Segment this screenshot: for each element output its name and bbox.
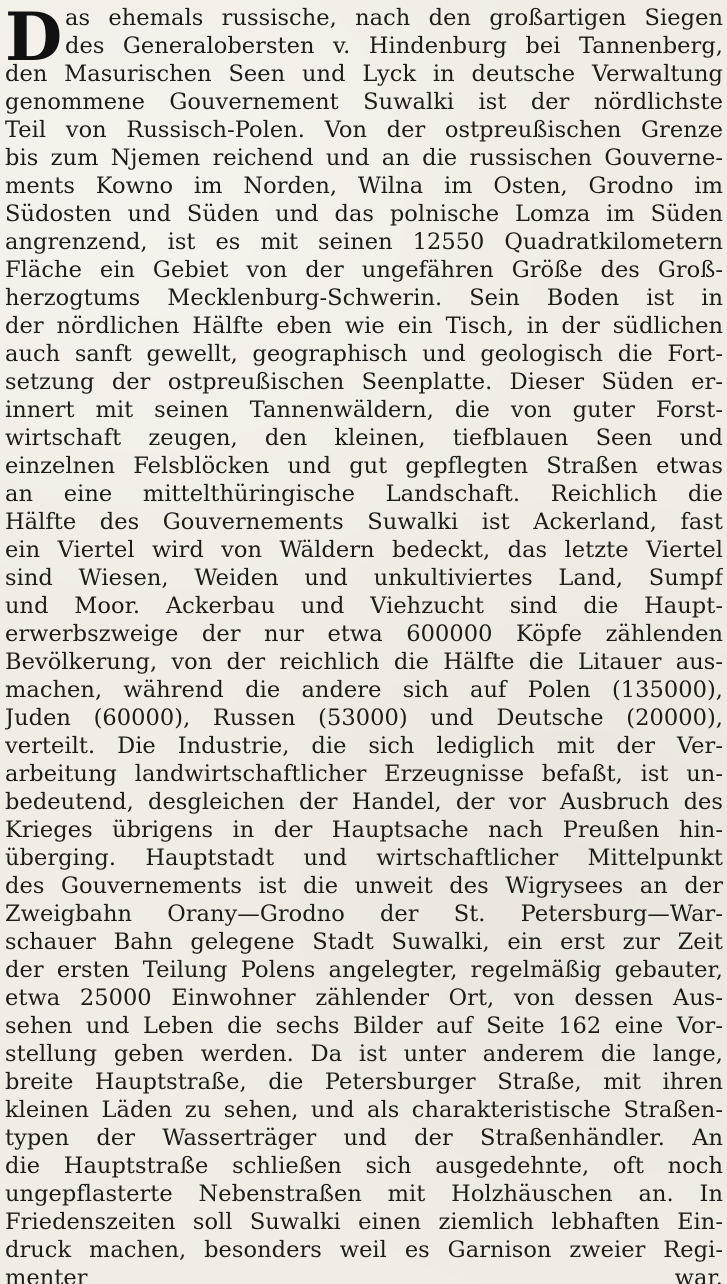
text-line-10: Fläche ein Gebiet von der ungefähren Größe des Groß- [5,257,723,283]
text-line-22: und Moor. Ackerbau und Viehzucht sind die Haupt- [5,593,723,619]
text-line-42: die Hauptstraße schließen sich ausgedehnte, oft noch [5,1153,723,1179]
text-line-09: angrenzend, ist es mit seinen 12550 Quadratkilometern [5,229,723,255]
text-line-29: bedeutend, desgleichen der Handel, der vor Ausbruch des [5,789,723,815]
text-line-17: einzelnen Felsblöcken und gut gepflegten Straßen etwas [5,453,723,479]
text-line-19: Hälfte des Gouvernements Suwalki ist Ackerland, fast [5,509,723,535]
text-line-03: den Masurischen Seen und Lyck in deutsche Verwaltung [5,61,723,87]
text-line-23: erwerbszweige der nur etwa 600000 Köpfe zählenden [5,621,723,647]
text-line-37: sehen und Leben die sechs Bilder auf Seite 162 eine Vor- [5,1013,723,1039]
text-line-25: machen, während die andere sich auf Polen (135000), [5,677,723,703]
text-line-36: etwa 25000 Einwohner zählender Ort, von dessen Aus- [5,985,723,1011]
text-line-44: Friedenszeiten soll Suwalki einen ziemlich lebhaften Ein- [5,1209,723,1235]
text-line-39: breite Hauptstraße, die Petersburger Straße, mit ihren [5,1069,723,1095]
drop-cap: D [5,0,63,76]
text-line-07: ments Kowno im Norden, Wilna im Osten, Grodno im [5,173,723,199]
text-line-35: der ersten Teilung Polens angelegter, regelmäßig gebauter, [5,957,723,983]
text-line-15: innert mit seinen Tannenwäldern, die von guter Forst- [5,397,723,423]
text-line-27: verteilt. Die Industrie, die sich lediglich mit der Ver- [5,733,723,759]
text-line-40: kleinen Läden zu sehen, und als charakteristische Straßen- [5,1097,723,1123]
text-line-05: Teil von Russisch-Polen. Von der ostpreußischen Grenze [5,117,723,143]
text-line-26: Juden (60000), Russen (53000) und Deutsche (20000), [5,705,723,731]
text-line-21: sind Wiesen, Weiden und unkultiviertes Land, Sumpf [5,565,723,591]
text-line-06: bis zum Njemen reichend und an die russischen Gouverne- [5,145,723,171]
text-line-11: herzogtums Mecklenburg-Schwerin. Sein Boden ist in [5,285,723,311]
text-line-04: genommene Gouvernement Suwalki ist der nördlichste [5,89,723,115]
text-line-34: schauer Bahn gelegene Stadt Suwalki, ein erst zur Zeit [5,929,723,955]
text-line-38: stellung geben werden. Da ist unter anderem die lange, [5,1041,723,1067]
article-text [5,0,723,1284]
text-line-13: auch sanft gewellt, geographisch und geologisch die Fort- [5,341,723,367]
text-line-32: des Gouvernements ist die unweit des Wigrysees an der [5,873,723,899]
text-line-01: as ehemals russische, nach den großartigen Siegen [65,5,723,31]
text-line-30: Krieges übrigens in der Hauptsache nach Preußen hin- [5,817,723,843]
text-line-41: typen der Wasserträger und der Straßenhändler. An [5,1125,723,1151]
text-line-31: überging. Hauptstadt und wirtschaftlicher Mittelpunkt [5,845,723,871]
text-line-45: druck machen, besonders weil es Garnison zweier Regi- [5,1237,723,1263]
text-line-43: ungepflasterte Nebenstraßen mit Holzhäuschen an. In [5,1181,723,1207]
text-line-28: arbeitung landwirtschaftlicher Erzeugnisse befaßt, ist un- [5,761,723,787]
text-line-08: Südosten und Süden und das polnische Lomza im Süden [5,201,723,227]
text-line-12: der nördlichen Hälfte eben wie ein Tisch, in der südlichen [5,313,723,339]
text-line-14: setzung der ostpreußischen Seenplatte. Dieser Süden er- [5,369,723,395]
text-line-33: Zweigbahn Orany—Grodno der St. Petersburg—War- [5,901,723,927]
text-line-16: wirtschaft zeugen, den kleinen, tiefblauen Seen und [5,425,723,451]
text-line-24: Bevölkerung, von der reichlich die Hälfte die Litauer aus- [5,649,723,675]
text-line-18: an eine mittelthüringische Landschaft. Reichlich die [5,481,723,507]
text-line-02: des Generalobersten v. Hindenburg bei Tannenberg, [65,33,723,59]
text-line-46: menter war. [5,1265,723,1284]
text-line-20: ein Viertel wird von Wäldern bedeckt, das letzte Viertel [5,537,723,563]
